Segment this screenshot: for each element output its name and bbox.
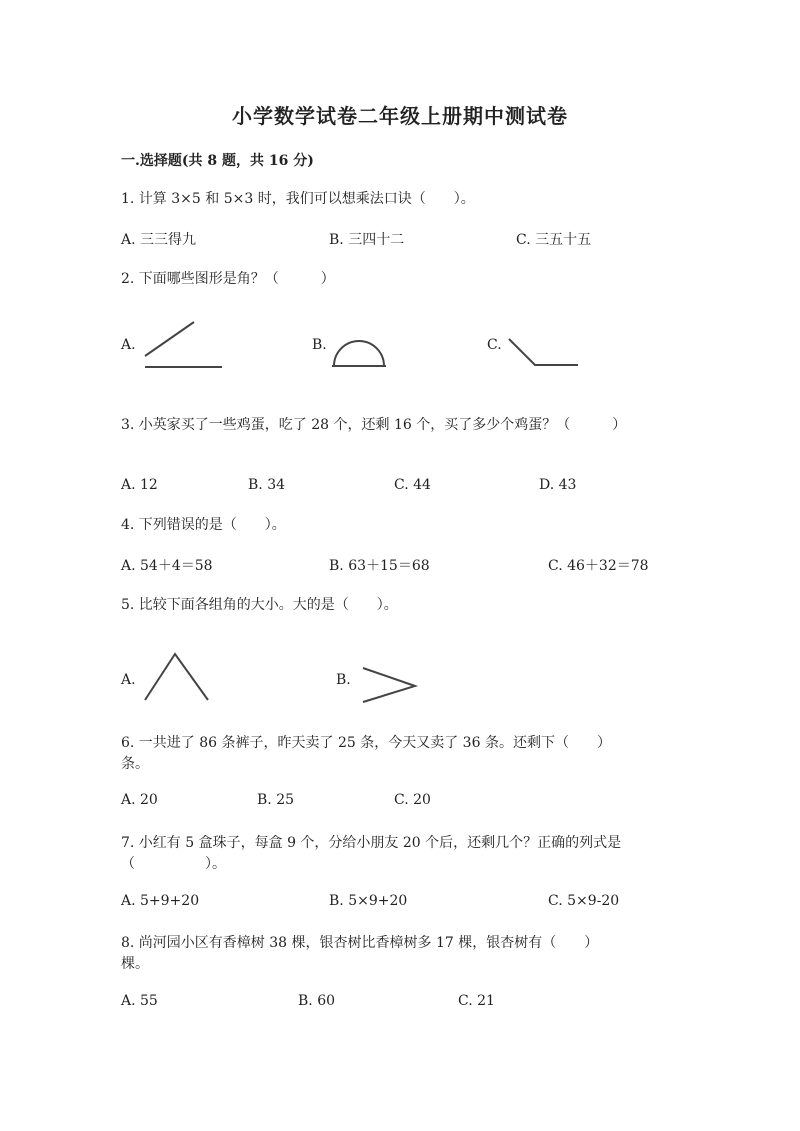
question-6-line-2: 条。 <box>121 756 149 772</box>
page-title: 小学数学试卷二年级上册期中测试卷 <box>232 104 568 128</box>
question-5: 5. 比较下面各组角的大小。大的是（ ）。 <box>121 597 398 613</box>
question-7: 7. 小红有 5 盒珠子，每盒 9 个，分给小朋友 20 个后，还剩几个？正确的列式是 <box>121 835 622 851</box>
q5-figure-b-angle <box>360 664 420 706</box>
q3-option-b[interactable]: B. 34 <box>248 477 286 493</box>
question-8: 8. 尚河园小区有香樟树 38 棵，银杏树比香樟树多 17 棵，银杏树有（ ） <box>121 935 599 951</box>
q2-figure-c-angle <box>506 336 582 370</box>
question-8-line-2: 棵。 <box>121 956 149 972</box>
q6-option-b[interactable]: B. 25 <box>257 792 295 808</box>
q5-option-a[interactable]: A. <box>121 672 136 688</box>
question-1: 1. 计算 3×5 和 5×3 时，我们可以想乘法口诀（ ）。 <box>121 191 475 207</box>
q5-option-b[interactable]: B. <box>336 672 351 688</box>
q1-option-a[interactable]: A. 三三得九 <box>121 232 197 248</box>
q6-option-a[interactable]: A. 20 <box>121 792 158 808</box>
q6-option-c[interactable]: C. 20 <box>394 792 431 808</box>
q3-option-c[interactable]: C. 44 <box>394 477 431 493</box>
q1-option-b[interactable]: B. 三四十二 <box>329 232 405 248</box>
question-3: 3. 小英家买了一些鸡蛋，吃了 28 个，还剩 16 个，买了多少个鸡蛋？（ ） <box>121 417 627 433</box>
q1-option-c[interactable]: C. 三五十五 <box>516 232 592 248</box>
section-heading: 一.选择题(共 8 题，共 16 分) <box>121 153 314 169</box>
q2-option-c[interactable]: C. <box>487 337 502 353</box>
question-7-line-2: （ ）。 <box>121 856 226 872</box>
q2-option-b[interactable]: B. <box>312 337 327 353</box>
q7-option-a[interactable]: A. 5+9+20 <box>121 893 200 909</box>
q2-option-a[interactable]: A. <box>121 337 136 353</box>
question-2: 2. 下面哪些图形是角？（ ） <box>121 271 335 287</box>
q8-option-a[interactable]: A. 55 <box>121 993 158 1009</box>
q7-option-c[interactable]: C. 5×9-20 <box>548 893 620 909</box>
q2-figure-b-semicircle <box>328 328 390 370</box>
q5-figure-a-angle <box>140 650 212 704</box>
q4-option-b[interactable]: B. 63＋15＝68 <box>329 558 430 574</box>
q3-option-a[interactable]: A. 12 <box>121 477 158 493</box>
q7-option-b[interactable]: B. 5×9+20 <box>329 893 408 909</box>
q8-option-b[interactable]: B. 60 <box>298 993 336 1009</box>
q3-option-d[interactable]: D. 43 <box>539 477 577 493</box>
q8-option-c[interactable]: C. 21 <box>458 993 495 1009</box>
question-6: 6. 一共进了 86 条裤子，昨天卖了 25 条，今天又卖了 36 条。还剩下（ ） <box>121 735 611 751</box>
q4-option-c[interactable]: C. 46＋32＝78 <box>548 558 649 574</box>
q4-option-a[interactable]: A. 54＋4＝58 <box>121 558 213 574</box>
q2-figure-a-angle <box>140 318 230 372</box>
question-4: 4. 下列错误的是（ ）。 <box>121 517 286 533</box>
